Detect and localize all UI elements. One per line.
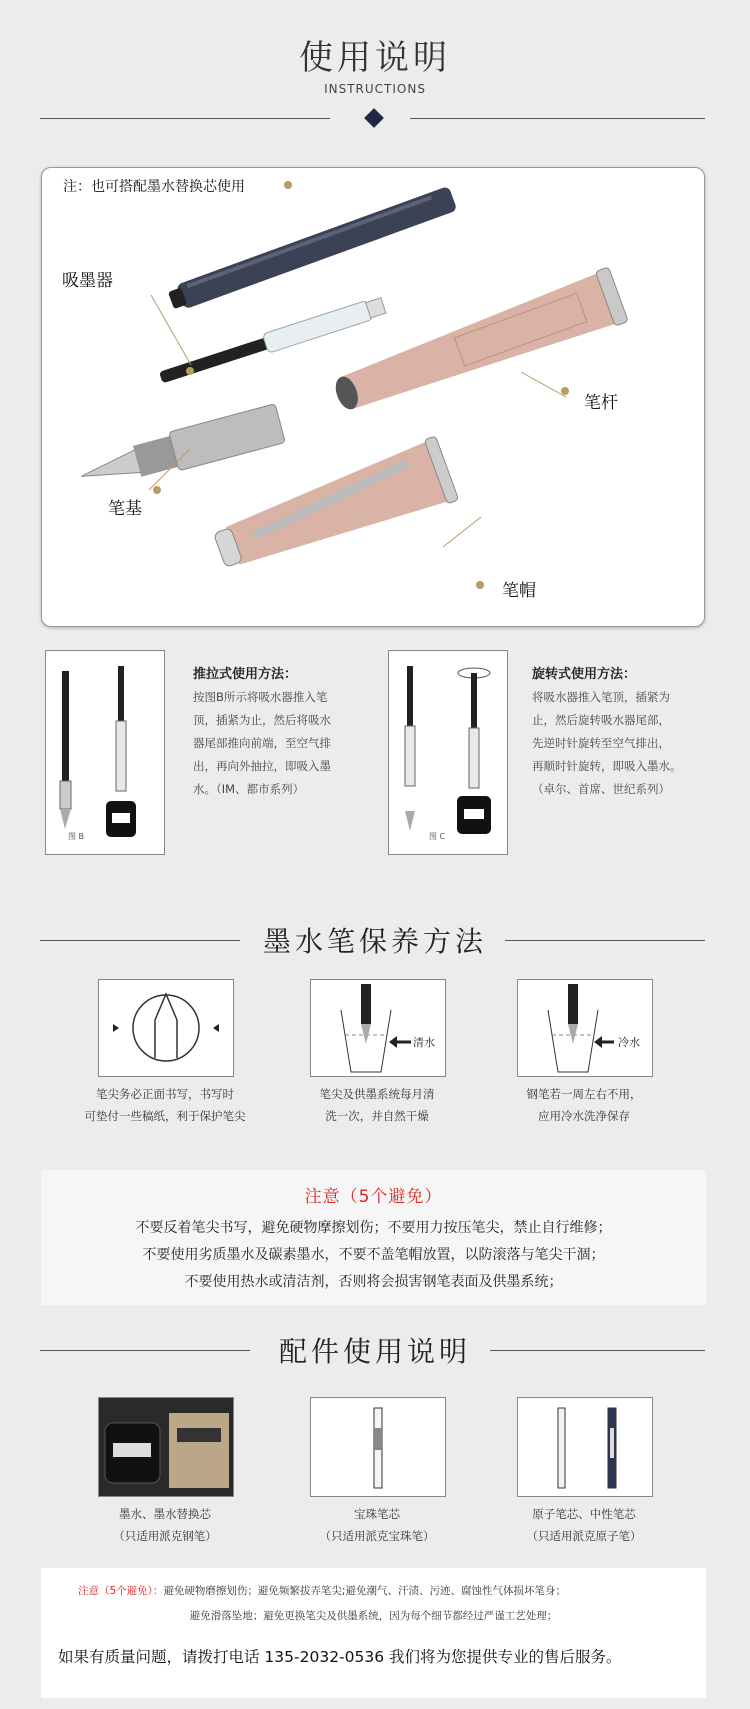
care-section-title: 墨水笔保养方法 [262, 925, 487, 958]
cartridge-marker-dot [284, 181, 292, 189]
twist-title: 旋转式使用方法： [532, 667, 637, 682]
divider-right [410, 118, 705, 119]
notice-title: 注意（5个避免） [304, 1187, 443, 1207]
care-divider-left [40, 940, 240, 941]
footer-notice-label: 注意（5个避免）： [78, 1585, 164, 1597]
twist-figure [388, 650, 508, 855]
twist-text: 将吸水器推入笔顶，插紧为 止，然后旋转吸水器尾部， 先逆时针旋转至空气排出， 再顺时针旋转，即吸入墨水。 （卓尔、首席、世纪系列） [532, 690, 682, 796]
footer-contact: 如果有质量问题，请拨打电话 135-2032-0536 我们将为您提供专业的售后服务。 [58, 1648, 622, 1666]
cap-label: 笔帽 [502, 581, 536, 601]
care-divider-right [505, 940, 705, 941]
notice-text: 不要反着笔尖书写，避免硬物摩擦划伤；不要用力按压笔尖，禁止自行维修； 不要使用劣质墨水及碳素墨水，不要不盖笔帽放置，以防滚落与笔尖干涸； 不要使用热水或清洁剂，否则将会损害钢笔表面及供墨系统； [135, 1220, 612, 1290]
care-caption-nib: 笔尖务必正面书写，书写时 可垫付一些稿纸，利于保护笔尖 [84, 1087, 246, 1123]
care-figure-nib [98, 979, 234, 1077]
converter-label: 吸墨器 [62, 271, 113, 291]
figure-label-b: 图 B [68, 832, 85, 841]
nib-section-image [76, 404, 285, 496]
care-figure-cold-water [517, 979, 653, 1077]
figure-label-c: 图 C [429, 832, 446, 841]
divider-left [40, 118, 330, 119]
cap-marker-dot [476, 581, 484, 589]
care-water-label: 清水 [413, 1036, 435, 1049]
page-title: 使用说明 [299, 38, 451, 78]
accessories-section-title: 配件使用说明 [278, 1335, 471, 1368]
care-caption-clean: 笔尖及供墨系统每月清 洗一次，并自然干燥 [319, 1087, 435, 1123]
ink-bottle-image [98, 1397, 234, 1497]
accessory-caption-ballpoint: 原子笔芯、中性笔芯 （只适用派克原子笔） [526, 1507, 642, 1543]
converter-marker-dot [186, 367, 194, 375]
section-marker-dot [153, 486, 161, 494]
footer-notice-line1: 注意（5个避免）：避免硬物磨擦划伤；避免频繁拔弄笔尖;避免潮气、汗渍、污迹、腐蚀性气体损坏笔身； [78, 1585, 566, 1597]
push-pull-text: 按图B所示将吸水器推入笔 顶，插紧为止，然后将吸水 器尾部推向前端，至空气排 出，再向外抽拉，即吸入墨 水。（IM、都市系列） [193, 690, 331, 796]
rollerball-refill-image [310, 1397, 446, 1497]
push-pull-figure [45, 650, 165, 855]
accessory-caption-rollerball: 宝珠笔芯 （只适用派克宝珠笔） [319, 1507, 435, 1543]
barrel-label: 笔杆 [584, 393, 618, 413]
section-label: 笔基 [108, 499, 142, 519]
ink-cartridge-image [167, 186, 458, 313]
barrel-marker-dot [561, 387, 569, 395]
diamond-ornament [364, 108, 384, 128]
cartridge-note-label: 注：也可搭配墨水替换芯使用 [63, 179, 245, 195]
accessories-divider-right [490, 1350, 705, 1351]
care-cold-water-label: 冷水 [618, 1036, 640, 1049]
care-figure-water [310, 979, 446, 1077]
push-pull-diagram [46, 651, 164, 854]
push-pull-title: 推拉式使用方法： [193, 667, 298, 682]
ballpoint-refill-image [517, 1397, 653, 1497]
care-caption-store: 钢笔若一周左右不用， 应用冷水洗净保存 [526, 1087, 642, 1123]
pen-cap-image [208, 436, 459, 583]
page-subtitle: INSTRUCTIONS [324, 82, 426, 96]
accessory-caption-ink: 墨水、墨水替换芯 （只适用派克钢笔） [113, 1507, 217, 1543]
footer-notice-line2: 避免滑落坠地；避免更换笔尖及供墨系统，因为每个细节都经过严谨工艺处理； [189, 1610, 558, 1622]
accessories-divider-left [40, 1350, 250, 1351]
twist-diagram [389, 651, 507, 854]
